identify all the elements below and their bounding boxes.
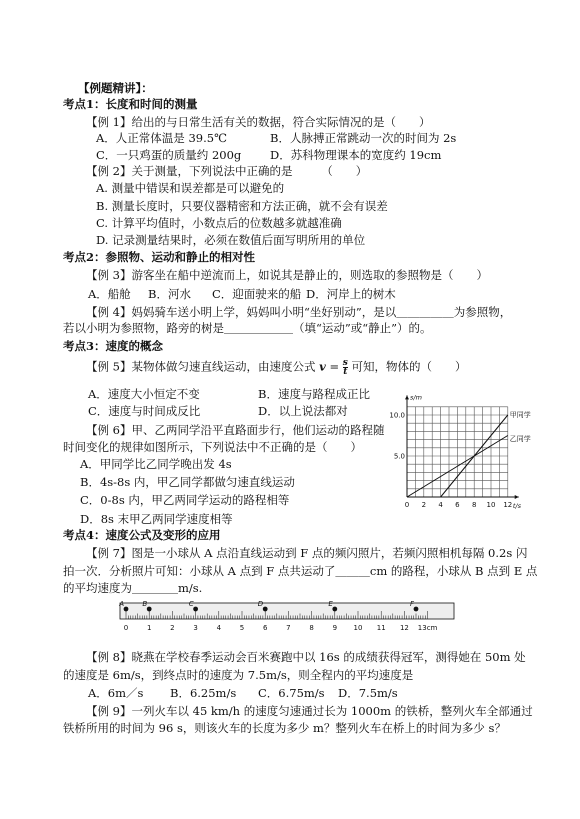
ruler-ball	[124, 607, 129, 612]
chart-x-axis-label: t/s	[512, 502, 521, 510]
chart-x-arrow	[515, 495, 519, 499]
ruler-point-label: A	[119, 600, 124, 608]
q6-option-c: C．0-8s 内，甲乙两同学运动的路程相等	[80, 493, 290, 507]
ruler-tick-label: 11	[376, 624, 386, 632]
q6-line1: 【例 6】甲、乙两同学沿平直路面步行，他们运动的路程随	[86, 423, 385, 437]
ruler-figure	[118, 598, 458, 642]
q4-line2: 若以小明为参照物，路旁的树是＿＿＿＿＿＿（填“运动”或“静止”）的。	[63, 321, 432, 335]
ruler-ball	[147, 607, 152, 612]
ruler-point-label: C	[188, 600, 194, 608]
chart-x-tick-label: 12	[503, 501, 513, 509]
q4-line1: 【例 4】妈妈骑车送小明上学，妈妈叫小明“坐好别动”，是以＿＿＿＿＿为参照物，	[86, 305, 512, 319]
ruler-point-label: D	[257, 600, 264, 608]
q8-option-d: D．7.5m/s	[338, 686, 398, 700]
ruler-tick-label: 2	[170, 624, 175, 632]
ruler-ball	[414, 607, 419, 612]
q5-stem	[86, 359, 467, 376]
q5-option-a: A．速度大小恒定不变	[88, 387, 200, 401]
ruler-ball	[193, 607, 198, 612]
ruler-tick-label: 4	[216, 624, 222, 632]
q6-option-a: A．甲同学比乙同学晚出发 4s	[80, 457, 232, 471]
q2-option-b: B. 测量长度时，只要仪器精密和方法正确，就不会有误差	[96, 199, 388, 213]
formula-eq: =	[325, 359, 343, 374]
q7-line1: 【例 7】图是一小球从 A 点沿直线运动到 F 点的频闪照片，若频闪照相机每隔 0.2s 闪	[86, 546, 528, 560]
ruler-tick-label: 7	[286, 624, 291, 632]
q3-option-c: C．迎面驶来的船	[212, 287, 302, 301]
q9-line2: 铁桥所用的时间为 96 s，则该火车的长度为多少 m？整列火车在桥上的时间为多少 s？	[63, 721, 506, 735]
section-1-title: 考点1：长度和时间的测量	[63, 97, 198, 111]
chart-x-tick-label: 0	[404, 501, 410, 509]
q2-option-c: C. 计算平均值时，小数点后的位数越多就越准确	[96, 216, 342, 230]
ruler-tick-label: 10	[353, 624, 363, 632]
q3-stem: 【例 3】游客坐在船中逆流而上，如说其是静止的，则选取的参照物是（ ）	[86, 268, 488, 282]
q5-option-b: B．速度与路程成正比	[258, 387, 370, 401]
section-4-title: 考点4：速度公式及变形的应用	[63, 528, 221, 542]
q9-line1: 【例 9】一列火车以 45 km/h 的速度匀速通过长为 1000m 的铁桥，整列火车全部通过	[86, 704, 533, 718]
ruler-ball	[332, 607, 337, 612]
q7-line3: 的平均速度为＿＿＿＿m/s.	[63, 581, 203, 595]
chart-y-tick-label: 5.0	[393, 452, 405, 461]
formula-numerator: s	[342, 358, 348, 368]
q1-option-d: D．苏科物理课本的宽度约 19cm	[270, 148, 442, 162]
ruler-tick-label: 9	[332, 624, 338, 632]
q1-option-a: A．人正常体温是 39.5℃	[96, 131, 227, 145]
chart-x-tick-label: 4	[438, 501, 443, 509]
q8-option-b: B．6.25m/s	[170, 686, 237, 700]
ruler-tick-label: 8	[309, 624, 314, 632]
ruler-tick-label: 6	[262, 624, 268, 632]
chart-y-tick-label: 10.0	[389, 411, 405, 420]
q1-stem: 【例 1】给出的与日常生活有关的数据，符合实际情况的是（ ）	[86, 115, 431, 129]
ruler-tick-label: 5	[239, 624, 245, 632]
ruler-tick-label: 13cm	[417, 624, 438, 632]
q6-option-b: B．4s-8s 内，甲乙同学都做匀速直线运动	[80, 475, 295, 489]
header: 【例题精讲】：	[78, 81, 153, 95]
ruler-point-label: F	[409, 600, 414, 608]
chart-x-tick-label: 10	[486, 501, 496, 509]
ruler-tick-label: 12	[399, 624, 409, 632]
q8-line2: 的速度是 6m/s，到终点时的速度为 7.5m/s，则全程内的平均速度是	[63, 668, 414, 682]
chart-x-tick-label: 8	[471, 501, 477, 509]
chart-series-label: 乙同学	[509, 434, 531, 443]
q5-option-d: D．以上说法都对	[258, 404, 348, 418]
section-2-title: 考点2：参照物、运动和静止的相对性	[63, 250, 255, 264]
ruler-point-label: B	[142, 600, 148, 608]
formula-var: v	[319, 359, 326, 374]
q7-line2: 拍一次．分析照片可知：小球从 A 点到 F 点共运动了＿＿＿cm 的路程，小球从 B 点到 E 点	[63, 564, 538, 578]
q2-option-d: D. 记录测量结果时，必须在数值后面写明所用的单位	[96, 233, 366, 247]
ruler-ball	[263, 607, 268, 612]
q5-stem-pre: 【例 5】某物体做匀速直线运动，由速度公式	[86, 359, 320, 374]
ruler-tick-label: 1	[146, 624, 152, 632]
q8-line1: 【例 8】晓燕在学校春季运动会百米赛跑中以 16s 的成绩获得冠军，测得她在 50m 处	[86, 650, 526, 664]
formula-denominator: t	[343, 367, 348, 377]
q1-option-c: C．一只鸡蛋的质量约 200g	[96, 148, 242, 162]
q3-option-d: D．河岸上的树木	[306, 287, 396, 301]
q8-option-a: A．6m／s	[88, 686, 144, 700]
q3-option-a: A．船舱	[88, 287, 131, 301]
q2-option-a: A. 测量中错误和误差都是可以避免的	[96, 181, 285, 195]
q5-stem-post: 可知，物体的（ ）	[347, 359, 467, 374]
distance-time-chart	[385, 385, 535, 525]
q8-option-c: C．6.75m/s	[258, 686, 325, 700]
ruler-point-label: E	[328, 600, 333, 608]
q3-option-b: B．河水	[148, 287, 191, 301]
q6-option-d: D．8s 末甲乙两同学速度相等	[80, 512, 233, 526]
chart-y-axis-label: s/m	[410, 393, 422, 402]
chart-x-tick-label: 6	[455, 501, 460, 509]
q1-option-b: B．人脉搏正常跳动一次的时间为 2s	[270, 131, 457, 145]
chart-series-label: 甲同学	[509, 411, 531, 419]
q2-stem: 【例 2】关于测量，下列说法中正确的是 （ ）	[86, 164, 368, 178]
chart-x-tick-label: 2	[421, 501, 427, 509]
section-3-title: 考点3：速度的概念	[63, 339, 164, 353]
chart-y-arrow	[405, 395, 409, 399]
q6-line2: 时间变化的规律如图所示，下列说法中不正确的是（ ）	[63, 440, 362, 454]
ruler-tick-label: 3	[193, 624, 198, 632]
q5-option-c: C．速度与时间成反比	[88, 404, 201, 418]
ruler-tick-label: 0	[123, 624, 129, 632]
